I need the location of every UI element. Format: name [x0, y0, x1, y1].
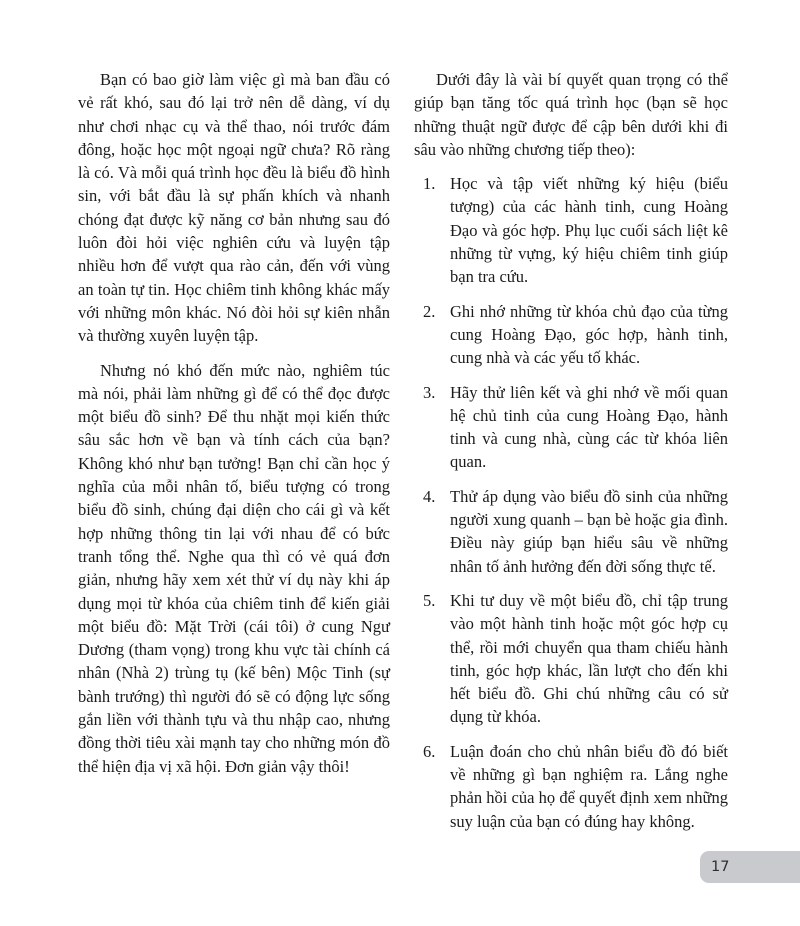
- page-number-badge: [700, 851, 800, 883]
- list-item: [414, 381, 728, 474]
- left-column: [78, 68, 390, 778]
- page-number: 17: [711, 859, 730, 875]
- paragraph: Nhưng nó khó đến mức nào, nghiêm túc mà nói, phải làm những gì để có thể đọc được một biểu đồ sinh? Để thu nhặt mọi kiến thức sâu sắc hơn về bạn và tính cách của bạn? Không khó như bạn tưởng! Bạn chỉ cần học ý nghĩa của mỗi nhân tố, biểu tượng có trong biểu đồ sinh, chúng đại diện cho cái gì và kết hợp những thông tin lại với nhau để có bức tranh tổng thể. Nghe qua thì có vẻ quá đơn giản, nhưng hãy xem xét thử ví dụ này khi áp dụng mọi từ khóa của chiêm tinh để kiến giải một biểu đồ: Mặt Trời (cái tôi) ở cung Ngư Dương (tham vọng) trong khu vực tài chính cá nhân (Nhà 2) trùng tụ (kế bên) Mộc Tinh (sự bành trướng) thì người đó sẽ có động lực sống gắn liền với thành tựu và thu nhập cao, nhưng đồng thời tiêu xài mạnh tay cho những món đồ thể hiện địa vị xã hội. Đơn giản vậy thôi!: [78, 360, 390, 776]
- list-text: Hãy thử liên kết và ghi nhớ về mối quan hệ chủ tinh của cung Hoàng Đạo, hành tinh và cung nhà, cùng các từ khóa liên quan.: [450, 382, 728, 472]
- list-item: [414, 172, 728, 288]
- list-text: Thử áp dụng vào biểu đồ sinh của những người xung quanh – bạn bè hoặc gia đình. Điều này giúp bạn hiểu sâu về những nhân tố ảnh hưởng đến đời sống thực tế.: [450, 486, 728, 576]
- paragraph: Bạn có bao giờ làm việc gì mà ban đầu có vẻ rất khó, sau đó lại trở nên dễ dàng, ví dụ như chơi nhạc cụ và thể thao, nói trước đám đông, hoặc học một ngoại ngữ chưa? Rõ ràng là có. Và mỗi quá trình học đều là biểu đồ hình sin, với bắt đầu là sự phấn khích và nhanh chóng đạt được kỹ năng cơ bản nhưng sau đó luôn đòi hỏi việc nghiên cứu và luyện tập nhiều hơn để vượt qua rào cản, đến với vùng an toàn tự tin. Học chiêm tinh không khác mấy với những môn khác. Nó đòi hỏi sự kiên nhẫn và thường xuyên luyện tập.: [78, 70, 390, 346]
- list-number: 2.: [423, 301, 436, 321]
- right-column: [414, 68, 728, 844]
- list-number: 1.: [423, 174, 436, 194]
- list-text: Luận đoán cho chủ nhân biểu đồ đó biết về những gì bạn nghiệm ra. Lắng nghe phản hồi của họ để quyết định xem những suy luận của bạn có đúng hay không.: [450, 741, 728, 831]
- list-number: 5.: [423, 590, 436, 610]
- intro-paragraph: Dưới đây là vài bí quyết quan trọng có thể giúp bạn tăng tốc quá trình học (bạn sẽ học những thuật ngữ được để cập bên dưới khi đi sâu vào những chương tiếp theo):: [414, 70, 728, 159]
- list-text: Học và tập viết những ký hiệu (biểu tượng) của các hành tinh, cung Hoàng Đạo và góc hợp. Phụ lục cuối sách liệt kê những từ vựng, ký hiệu chiêm tinh giúp bạn tra cứu.: [450, 174, 728, 287]
- tips-list: [414, 172, 728, 833]
- list-number: 3.: [423, 382, 436, 402]
- list-text: Ghi nhớ những từ khóa chủ đạo của từng cung Hoàng Đạo, góc hợp, hành tinh, cung nhà và các yếu tố khác.: [450, 301, 728, 368]
- list-number: 4.: [423, 486, 436, 506]
- list-item: [414, 589, 728, 729]
- list-item: [414, 300, 728, 370]
- list-item: [414, 485, 728, 578]
- list-item: [414, 740, 728, 833]
- list-number: 6.: [423, 741, 436, 761]
- list-text: Khi tư duy về một biểu đồ, chỉ tập trung vào một hành tinh hoặc một góc hợp cụ thể, rồi mới chuyển qua tham chiếu hành tinh, góc hợp khác, lần lượt cho đến khi hết biểu đồ. Ghi chú những câu có sử dụng từ khóa.: [450, 590, 728, 727]
